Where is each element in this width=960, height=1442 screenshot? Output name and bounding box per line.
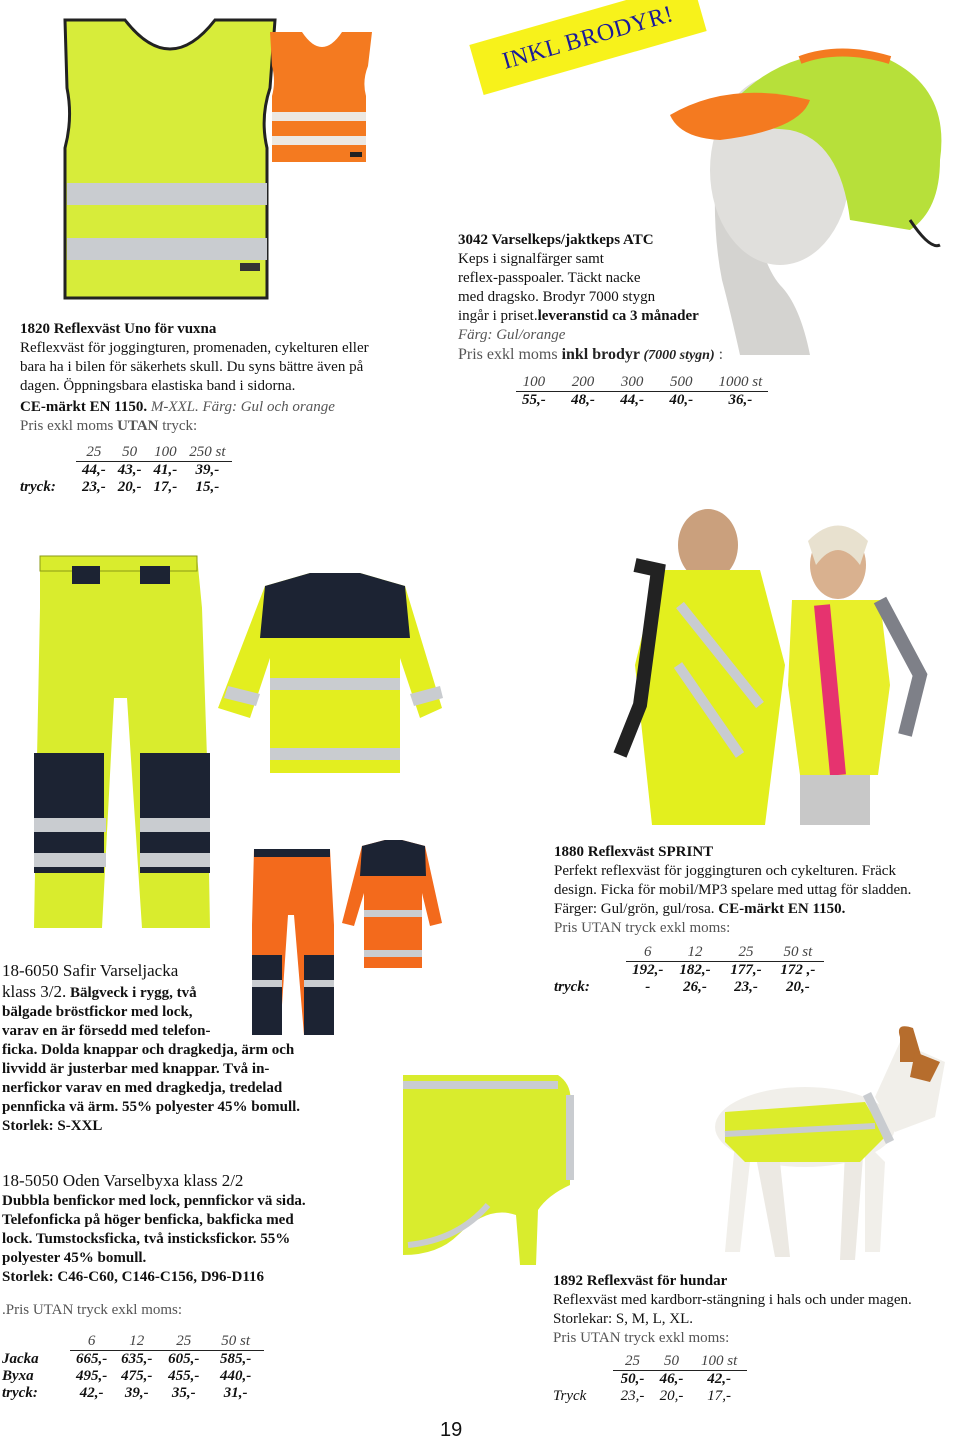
dog-1892-image — [695, 1022, 955, 1267]
vest-1820-p1: 44,- — [82, 462, 106, 478]
cap-3042-line-4b: leveranstid ca 3 månader — [537, 308, 699, 324]
dog-1892-t2: 20,- — [659, 1388, 684, 1404]
dog-1892-price-table — [553, 1353, 747, 1405]
pants-5050-r3c1: 42,- — [79, 1385, 104, 1401]
pants-5050-r2c3: 455,- — [168, 1368, 200, 1384]
pants-5050-price-label: .Pris UTAN tryck exkl moms: — [2, 1302, 183, 1318]
jacket-6050-block — [2, 960, 347, 1136]
vest-1820-t1: 23,- — [82, 479, 106, 495]
vest-1820-t3: 17,- — [153, 479, 178, 495]
cap-3042-p5: 36,- — [728, 392, 753, 408]
pants-5050-r1c2: 635,- — [121, 1351, 153, 1367]
vest-1820-h3: 100 — [148, 444, 184, 462]
dog-1892-h1: 25 — [613, 1353, 652, 1371]
vest-1820-p2: 43,- — [117, 462, 142, 478]
pants-5050-r3c3: 35,- — [171, 1385, 196, 1401]
cap-3042-line-3: med dragsko. Brodyr 7000 stygn — [458, 289, 656, 305]
jacket-6050-line-1: bälgade bröstfickor med lock, — [2, 1004, 193, 1020]
sprint-1880-price-table — [554, 944, 824, 996]
sprint-1880-line-1: Perfekt reflexväst för joggingturen och cykelturen. Fräck — [554, 863, 896, 879]
pants-5050-price-table — [2, 1333, 264, 1402]
jacket-6050-image — [210, 568, 450, 783]
sprint-1880-h3: 25 — [721, 944, 772, 962]
sprint-1880-t4: 20,- — [786, 979, 810, 995]
cap-3042-h2: 200 — [552, 374, 615, 392]
pants-5050-row1-label: Jacka — [2, 1350, 39, 1367]
pants-5050-r2c4: 440,- — [220, 1368, 252, 1384]
pants-5050-h1: 6 — [70, 1333, 113, 1351]
pants-5050-title: 18-5050 Oden Varselbyxa klass 2/2 — [2, 1171, 244, 1190]
vest-1820-p3: 41,- — [153, 462, 178, 478]
banner-text: INKL BRODYR! — [499, 0, 677, 75]
jacket-6050-line-7: Storlek: S-XXL — [2, 1118, 103, 1134]
sprint-1880-price-label: Pris UTAN tryck exkl moms: — [554, 920, 731, 936]
vest-1820-line-3: dagen. Öppningsbara elastiska band i sidorna. — [20, 378, 296, 394]
vest-1820-price-a: Pris exkl moms — [20, 418, 118, 434]
jacket-6050-orange-image — [340, 838, 445, 973]
dog-1892-p2: 46,- — [659, 1371, 684, 1387]
page-number: 19 — [440, 1419, 463, 1441]
vest-1820-line-1: Reflexväst för joggingturen, promenaden, cykelturen eller — [20, 340, 369, 356]
vest-1820-price-b: UTAN — [117, 418, 159, 434]
pants-5050-h2: 12 — [113, 1333, 160, 1351]
vest-1820-h2: 50 — [112, 444, 148, 462]
dog-1892-block — [553, 1272, 958, 1348]
sprint-1880-p2: 182,- — [679, 962, 711, 978]
vest-1820-title: 1820 Reflexväst Uno för vuxna — [20, 321, 217, 337]
pants-5050-line-1: Dubbla benfickor med lock, pennfickor vä sida. — [2, 1193, 306, 1209]
sprint-1880-t3: 23,- — [734, 979, 758, 995]
pants-5050-r1c3: 605,- — [168, 1351, 200, 1367]
cap-3042-title: 3042 Varselkeps/jaktkeps ATC — [458, 232, 654, 248]
pants-5050-r2c1: 495,- — [76, 1368, 108, 1384]
sprint-1880-h1: 6 — [626, 944, 670, 962]
dog-vest-flat-image — [398, 1065, 588, 1270]
sprint-1880-title: 1880 Reflexväst SPRINT — [554, 844, 714, 860]
sprint-1880-line-2: design. Ficka för mobil/MP3 spelare med uttag för sladden. — [554, 882, 912, 898]
vest-1820-orange-image — [262, 26, 380, 166]
pants-5050-h4: 50 st — [207, 1333, 264, 1351]
pants-5050-block — [2, 1170, 397, 1320]
cap-3042-price-table — [516, 374, 768, 409]
vest-1820-price-c: tryck: — [158, 418, 198, 434]
cap-3042-h5: 1000 st — [713, 374, 769, 392]
pants-5050-image — [22, 548, 222, 938]
sprint-1880-colors: Färger: Gul/grön, gul/rosa. — [554, 901, 719, 917]
dog-1892-h3: 100 st — [691, 1353, 747, 1371]
sprint-1880-p4: 172 ,- — [780, 962, 816, 978]
vest-1820-line-2: bara ha i bilen för säkerhets skull. Du syns bättre även på — [20, 359, 364, 375]
pants-5050-line-4: polyester 45% bomull. — [2, 1250, 147, 1266]
pants-5050-line-5: Storlek: C46-C60, C146-C156, D96-D116 — [2, 1269, 265, 1285]
jacket-6050-title: 18-6050 Safir Varseljacka — [2, 961, 179, 980]
cap-3042-p3: 44,- — [620, 392, 644, 408]
vest-1820-color: Färg: Gul och orange — [198, 399, 335, 415]
cap-3042-line-4a: ingår i priset. — [458, 308, 538, 324]
vest-1820-price-table — [20, 444, 232, 496]
cap-3042-h4: 500 — [650, 374, 713, 392]
dog-1892-tryck-label: Tryck — [553, 1388, 587, 1404]
cap-3042-p4: 40,- — [669, 392, 694, 408]
dog-1892-line-2: Storlekar: S, M, L, XL. — [553, 1311, 693, 1327]
pants-5050-row2-label: Byxa — [2, 1368, 34, 1384]
jacket-6050-line-3: ficka. Dolda knappar och dragkedja, ärm och — [2, 1042, 295, 1058]
dog-1892-p3: 42,- — [707, 1371, 731, 1387]
cap-3042-price-b: inkl brodyr — [561, 346, 640, 363]
vest-1820-t4: 15,- — [195, 479, 220, 495]
dog-1892-t1: 23,- — [620, 1388, 645, 1404]
cap-3042-p2: 48,- — [571, 392, 595, 408]
pants-5050-line-3: lock. Tumstocksficka, två insticksfickor. 55% — [2, 1231, 291, 1247]
vest-1820-h4: 250 st — [183, 444, 231, 462]
sprint-1880-ce: CE-märkt EN 1150. — [718, 901, 846, 917]
dog-1892-t3: 17,- — [707, 1388, 731, 1404]
vest-1820-block — [20, 320, 420, 436]
cap-3042-color: Färg: Gul/orange — [458, 327, 566, 343]
vest-1820-h1: 25 — [76, 444, 112, 462]
vest-1820-sizes: M-XXL. — [147, 399, 199, 415]
dog-1892-p1: 50,- — [620, 1371, 645, 1387]
sprint-1880-t2: 26,- — [683, 979, 707, 995]
jacket-6050-line-4: livvidd är justerbar med knappar. Två in- — [2, 1061, 270, 1077]
sprint-1880-t1: - — [645, 979, 651, 995]
pants-5050-r3c4: 31,- — [223, 1385, 248, 1401]
cap-3042-price-c: (7000 stygn) — [639, 348, 715, 363]
cap-3042-line-1: Keps i signalfärger samt — [458, 251, 604, 267]
jacket-6050-title-2: klass 3/2. — [2, 982, 67, 1001]
sprint-1880-p1: 192,- — [632, 962, 664, 978]
vest-1820-t2: 20,- — [117, 479, 142, 495]
vest-1820-yellow-image — [55, 8, 285, 308]
pants-5050-h3: 25 — [160, 1333, 207, 1351]
jacket-6050-line-2: varav en är försedd med telefon- — [2, 1023, 211, 1039]
pants-5050-row3-label: tryck: — [2, 1385, 38, 1401]
pants-5050-r3c2: 39,- — [124, 1385, 149, 1401]
pants-5050-r2c2: 475,- — [121, 1368, 153, 1384]
sprint-1880-p3: 177,- — [730, 962, 762, 978]
dog-1892-price-label: Pris UTAN tryck exkl moms: — [553, 1330, 730, 1346]
jacket-6050-line-6: pennficka vä ärm. 55% polyester 45% bomull. — [2, 1099, 301, 1115]
cap-3042-price-a: Pris exkl moms — [458, 346, 562, 363]
sprint-1880-h2: 12 — [670, 944, 721, 962]
jacket-6050-line-5: nerfickor varav en med dragkedja, tredelad — [2, 1080, 283, 1096]
pants-5050-r1c4: 585,- — [220, 1351, 252, 1367]
vest-1820-ce: CE-märkt EN 1150. — [20, 399, 148, 415]
sprint-1880-people-image — [560, 505, 960, 825]
sprint-1880-h4: 50 st — [772, 944, 825, 962]
dog-1892-title: 1892 Reflexväst för hundar — [553, 1273, 728, 1289]
cap-3042-line-2: reflex-passpoaler. Täckt nacke — [458, 270, 641, 286]
vest-1820-p4: 39,- — [195, 462, 220, 478]
sprint-1880-block — [554, 843, 958, 938]
sprint-1880-tryck-label: tryck: — [554, 979, 590, 995]
jacket-6050-inline: Bälgveck i rygg, två — [66, 985, 197, 1001]
pants-5050-line-2: Telefonficka på höger benficka, bakficka med — [2, 1212, 294, 1228]
vest-1820-tryck-label: tryck: — [20, 479, 56, 495]
dog-1892-h2: 50 — [652, 1353, 691, 1371]
cap-3042-price-d: : — [714, 346, 724, 363]
cap-3042-block — [458, 231, 858, 365]
dog-1892-line-1: Reflexväst med kardborr-stängning i hals och under magen. — [553, 1292, 912, 1308]
cap-3042-h1: 100 — [516, 374, 552, 392]
cap-3042-p1: 55,- — [522, 392, 546, 408]
pants-5050-r1c1: 665,- — [76, 1351, 108, 1367]
cap-3042-h3: 300 — [614, 374, 650, 392]
